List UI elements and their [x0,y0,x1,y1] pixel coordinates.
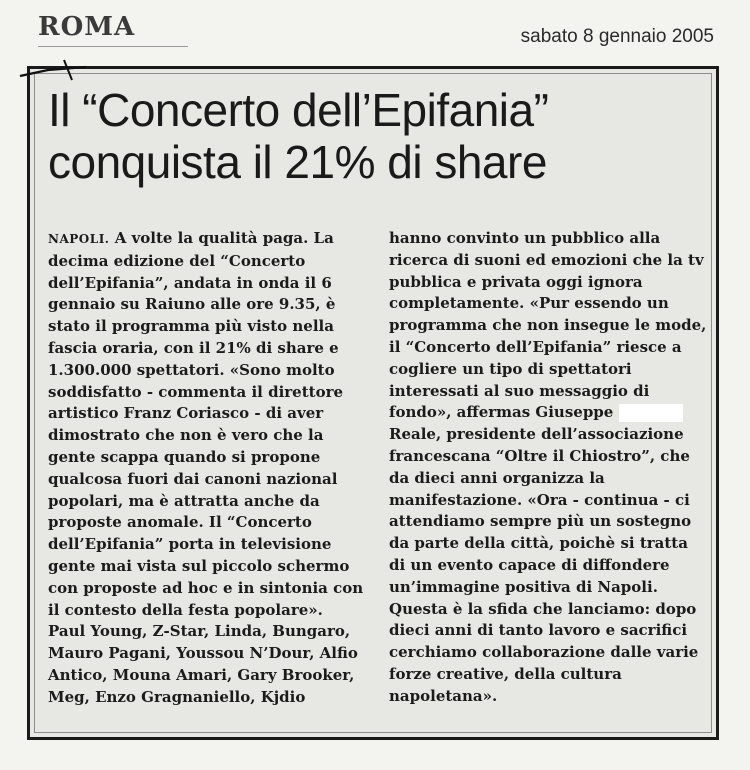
masthead-rule [38,46,188,47]
article-line: programma che non insegue le mode, [389,316,707,335]
article-line: qualcosa fuori dai canoni nazional [48,469,338,488]
pen-mark-icon [18,58,88,82]
article-column-right [389,228,719,708]
article-line [48,228,378,251]
redaction-patch [619,404,683,422]
dateline: NAPOLI. [48,232,110,246]
article-line: stato il programma più visto nella [48,317,334,336]
newspaper-masthead: ROMA [38,12,136,42]
article-line: gente mai vista sul piccolo schermo [48,556,350,575]
article-line: attendiamo sempre più un sostegno [389,512,692,531]
headline-line-1: Il “Concerto dell’Epifania” [48,84,549,136]
article-line: da parte della città, poichè si tratta [389,534,688,553]
article-line: decima edizione del “Concerto [48,251,306,270]
article-line: Antico, Mouna Amari, Gary Brooker, [48,665,355,684]
article-line: un’immagine positiva di Napoli. [389,577,658,596]
article-line: dell’Epifania” porta in televisione [48,535,332,554]
article-line: cerchiamo collaborazione dalle varie [389,643,699,662]
article-line: pubblica e privata oggi ignora [389,272,643,291]
publication-date: sabato 8 gennaio 2005 [520,26,714,47]
article-line: Reale, presidente dell’associazione [389,425,684,444]
article-line-text: fondo», affermas Giuseppe [389,403,614,422]
article-line: il “Concerto dell’Epifania” riesce a [389,337,682,356]
article-line: manifestazione. «Ora - continua - ci [389,490,690,509]
article-line: dieci anni di tanto lavoro e sacrifici [389,621,688,640]
article-line [389,402,719,424]
article-line: interessati al suo messaggio di [389,381,650,400]
article-line: con proposte ad hoc e in sintonia con [48,578,364,597]
article-line: napoletana». [389,686,498,705]
article-line: soddisfatto - commenta il direttore [48,382,344,401]
headline-line-2: conquista il 21% di share [48,136,547,188]
article-line: francescana “Oltre il Chiostro”, che [389,446,690,465]
article-line: il contesto della festa popolare». [48,600,323,619]
article-line: Questa è la sfida che lanciamo: dopo [389,599,697,618]
article-line: forze creative, della cultura [389,664,622,683]
article-line: ricerca di suoni ed emozioni che la tv [389,250,704,269]
article-line-text: A volte la qualità paga. La [109,229,334,247]
article-line: hanno convinto un pubblico alla [389,229,661,247]
article-line: artistico Franz Coriasco - di aver [48,404,324,423]
article-line: proposte anomale. Il “Concerto [48,513,312,532]
article-line: popolari, ma è attratta anche da [48,491,320,510]
article-line: gennaio su Raiuno alle ore 9.35, è [48,295,336,314]
article-line: fascia oraria, con il 21% di share e [48,338,339,357]
article-line: da dieci anni organizza la [389,468,605,487]
article-line: cogliere un tipo di spettatori [389,359,632,378]
article-line: dimostrato che non è vero che la [48,426,324,445]
article-line: Mauro Pagani, Youssou N’Dour, Alfio [48,644,358,663]
article-headline [48,84,708,188]
article-column-left [48,228,378,709]
article-line: completamente. «Pur essendo un [389,294,669,313]
article-line: 1.300.000 spettatori. «Sono molto [48,360,335,379]
article-line: gente scappa quando si propone [48,447,321,466]
article-line: Meg, Enzo Gragnaniello, Kjdio [48,687,306,706]
article-line: di un evento capace di diffondere [389,555,670,574]
article-line: dell’Epifania”, andata in onda il 6 [48,273,332,292]
article-line: Paul Young, Z-Star, Linda, Bungaro, [48,622,351,641]
